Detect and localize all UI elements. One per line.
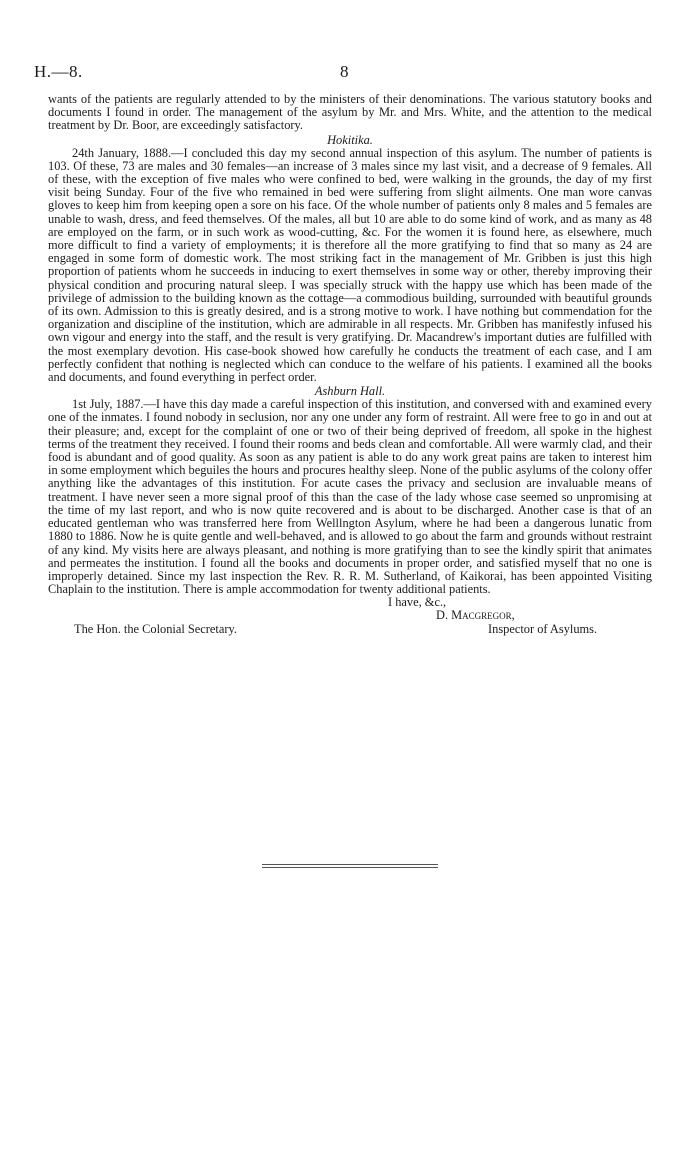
signatory-title: Inspector of Asylums. [488,622,598,637]
document-reference: H.—8. [34,62,83,81]
signatory-name [436,609,515,622]
closing-rule-bottom [262,867,438,868]
page-header [34,62,660,84]
page-number: 8 [340,62,349,81]
closing-rule-top [262,864,438,865]
valediction: I have, &c., [388,595,447,610]
addressee: The Hon. the Colonial Secretary. [74,622,237,637]
letter-closing [48,596,652,642]
section-heading-ashburn-hall: Ashburn Hall. [314,384,386,399]
section-heading-hokitika: Hokitika. [327,132,373,147]
intro-paragraph: wants of the patients are regularly attended to by the ministers of their denominations. The various statutory books and documents I found in order. The management of the asylum by Mr. and Mrs. White, and the attention to the medical treatment by Dr. Boor, are exceedingly satisfactory. [48,92,652,133]
signatory-surname: Macgregor, [451,608,515,623]
hokitika-paragraph: 24th January, 1888.—I concluded this day my second annual inspection of this asylum. The number of patients is 103. Of these, 73 are males and 30 females—an increase of 3 males since my last visit, and a decrease of 9 females. All of these, with the exception of five males who were confined to bed, were walking in the grounds, the day of my first visit being Sunday. Four of the five who remained in bed were suffering from slight ailments. One man wore canvas gloves to keep him from keeping open a sore on his face. Of the whole number of patients only 8 males and 5 females are unable to wash, dress, and feed themselves. Of the males, all but 10 are able to do some kind of work, and as many as 48 are employed on the farm, or in such work as wood-cutting, &c. For the women it is found here, as elsewhere, much more difficult to find a variety of employments; it is therefore all the more gratifying to find that so many as 24 are engaged in some form of domestic work. The most striking fact in the management of Mr. Gribben is just this high proportion of patients whom he succeeds in inducing to exert themselves in some way or other, thereby improving their physical condition and procuring natural sleep. I was specially struck with the happy use which has been made of the privilege of admission to the building known as the cottage—a commodious building, surrounded with beautiful grounds of its own. Admission to this is greatly desired, and is a strong motive to work. I have nothing but commendation for the organization and discipline of the institution, which are admirable in all respects. Mr. Gribben has manifestly infused his own vigour and energy into the staff, and the result is very gratifying. Dr. Macandrew's important duties are fulfilled with the most exemplary devotion. His case-book showed how carefully he conducts the treatment of each case, and I am perfectly confident that nothing is neglected which can conduce to the welfare of his patients. I examined all the books and documents, and found everything in perfect order. [48,145,652,385]
report-body [48,93,652,642]
signatory-initial: D. [436,608,449,623]
ashburn-hall-paragraph: 1st July, 1887.—I have this day made a careful inspection of this institution, and conversed with and examined every one of the inmates. I found nobody in seclusion, nor any one under any form of restraint. All were free to go in and out at their pleasure; and, except for the complaint of one or two of their being deprived of freedom, all spoke in the highest terms of the treatment they received. I found their rooms and beds clean and comfortable. All were warmly clad, and their food is abundant and of good quality. As soon as any patient is able to do any work great pains are taken to interest him in some employment which beguiles the hours and procures healthy sleep. None of the public asylums of the colony offer anything like the advantages of this institution. For acute cases the privacy and seclusion are invaluable means of treatment. I have never seen a more signal proof of this than the case of the lady whose case seemed so unpromising at the time of my last report, and who is now quite recovered and is about to be discharged. Another case is that of an educated gentleman who was transferred here from Welllngton Asylum, where he had been a dangerous lunatic from 1880 to 1886. Now he is quite gentle and well-behaved, and is allowed to go about the farm and grounds without restraint of any kind. My visits here are always pleasant, and nothing is more gratifying than to see the kindly spirit that animates and permeates the institution. I found all the books and documents in proper order, and satisfied myself that no one is improperly detained. Since my last inspection the Rev. R. R. M. Sutherland, of Kaikorai, has been appointed Visiting Chaplain to the institution. There is ample accommodation for twenty additional patients. [48,397,652,597]
